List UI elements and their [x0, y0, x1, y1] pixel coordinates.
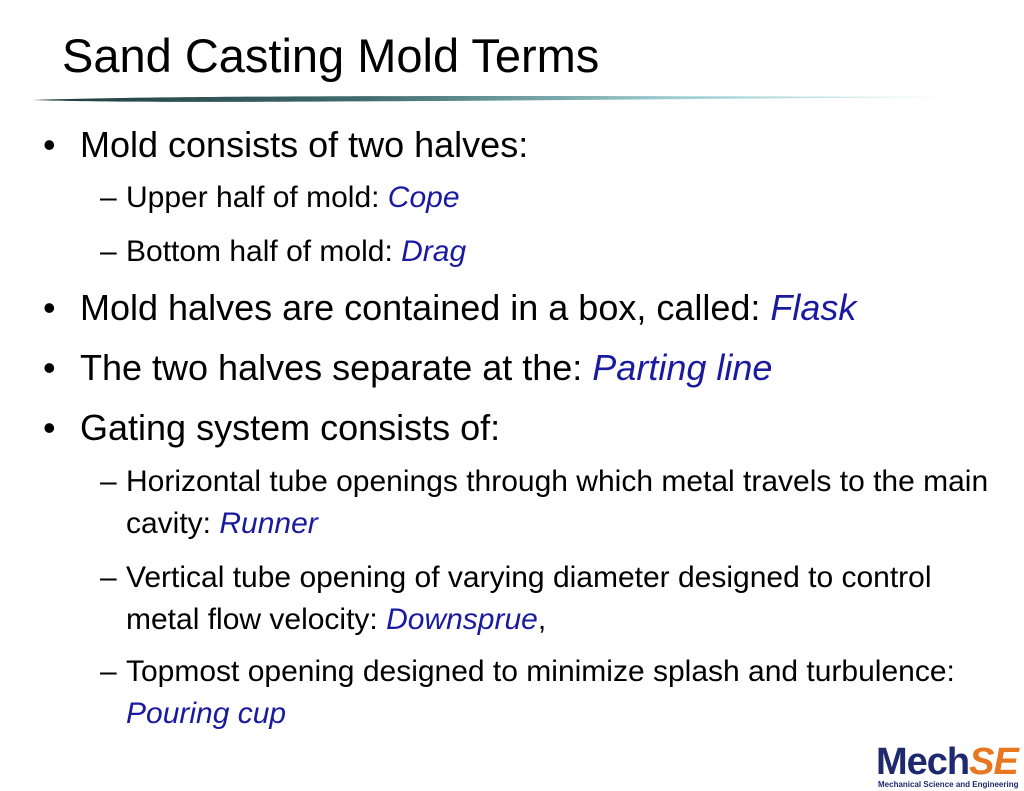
- bullet-text: Gating system consists of:: [80, 407, 501, 448]
- bullet-item: [43, 347, 773, 388]
- sub-bullet-text: Bottom half of mold:: [126, 235, 402, 268]
- sub-bullet-dash: –: [100, 235, 117, 268]
- term-runner: Runner: [219, 507, 318, 540]
- title-underline: [32, 94, 958, 106]
- bullet-text: Mold consists of two halves:: [80, 124, 529, 165]
- bullet-dot: •: [43, 124, 56, 165]
- sub-bullet-item: [100, 651, 996, 735]
- term-drag: Drag: [401, 235, 467, 268]
- term-flask: Flask: [770, 287, 857, 328]
- logo-subtitle: Mechanical Science and Engineering: [878, 780, 1019, 789]
- sub-bullet-item: [100, 177, 996, 219]
- slide-title: Sand Casting Mold Terms: [62, 29, 600, 82]
- term-trailing-comma: ,: [537, 603, 547, 636]
- bullet-dot: •: [43, 407, 56, 448]
- logo-se: SE: [969, 741, 1018, 783]
- bullet-dot: •: [43, 287, 56, 328]
- sub-bullet-item: [100, 557, 996, 641]
- sub-bullet-dash: –: [100, 561, 117, 594]
- sub-bullet-text: Horizontal tube openings through which metal travels to the main cavity:: [126, 465, 989, 540]
- sub-bullet-item: [100, 461, 996, 545]
- term-cope: Cope: [387, 181, 460, 214]
- sub-bullet-text: Vertical tube opening of varying diameter designed to control metal flow velocity:: [126, 561, 932, 636]
- term-pouring-cup: Pouring cup: [126, 697, 287, 730]
- sub-bullet-dash: –: [100, 465, 117, 498]
- bullet-text: Mold halves are contained in a box, called:: [80, 287, 771, 328]
- term-downsprue: Downsprue: [386, 603, 538, 636]
- term-parting-line: Parting line: [592, 347, 773, 388]
- logo-mech: Mech: [876, 741, 970, 783]
- sub-bullet-dash: –: [100, 655, 117, 688]
- sub-bullet-text: Upper half of mold:: [126, 181, 388, 214]
- bullet-dot: •: [43, 347, 56, 388]
- bullet-text: The two halves separate at the:: [80, 347, 593, 388]
- sub-bullet-text: Topmost opening designed to minimize splash and turbulence:: [126, 655, 955, 688]
- bullet-item: [43, 124, 529, 165]
- logo-wordmark: [876, 742, 1018, 782]
- bullet-item: [43, 287, 857, 328]
- sub-bullet-item: [100, 231, 996, 273]
- mechse-logo: [876, 742, 1024, 791]
- sub-bullet-dash: –: [100, 181, 117, 214]
- bullet-item: [43, 407, 501, 448]
